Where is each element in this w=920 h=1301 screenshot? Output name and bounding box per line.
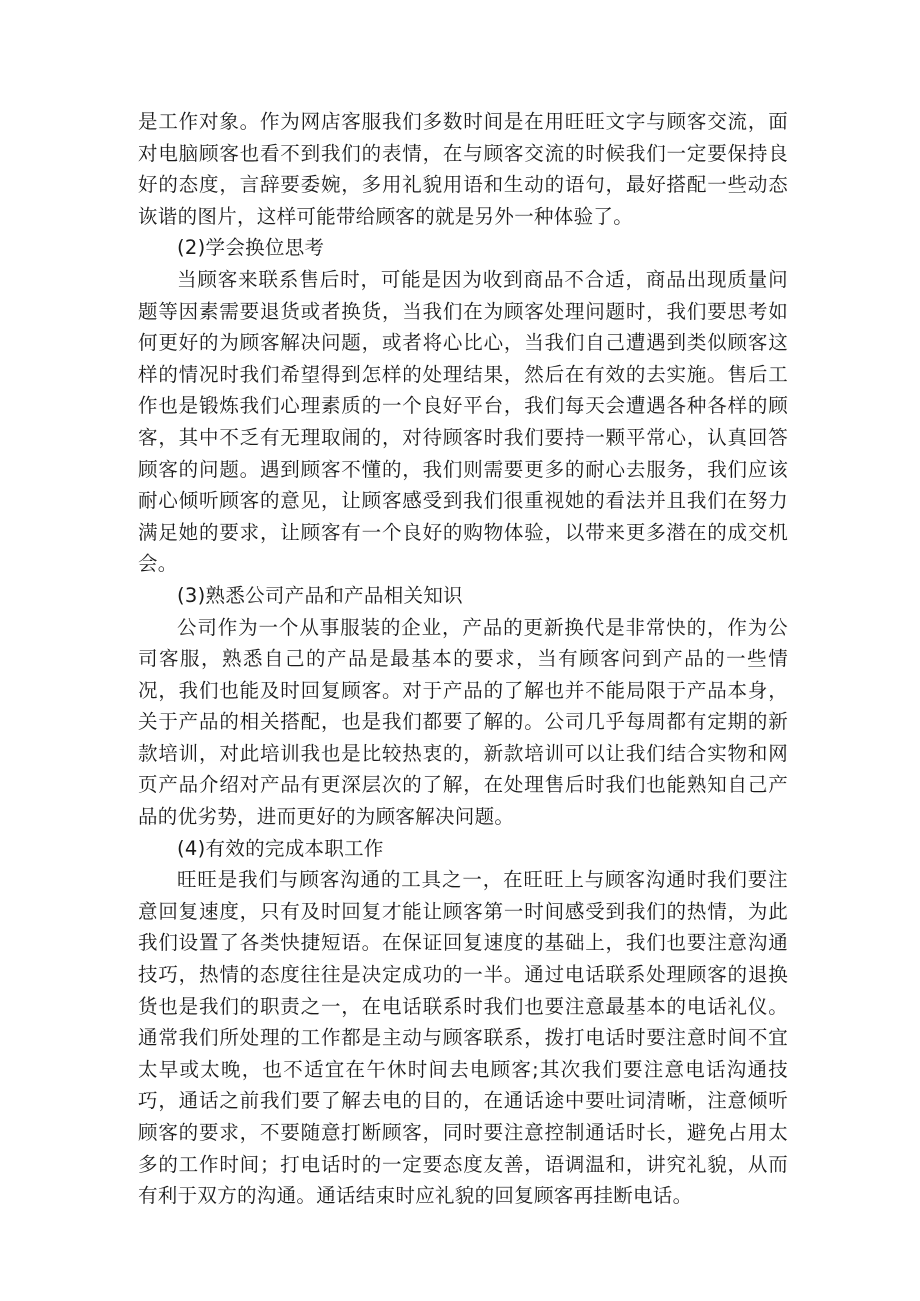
document-body [138, 106, 788, 1212]
section-heading-2: (2)学会换位思考 [177, 236, 325, 260]
section-heading-4: (4)有效的完成本职工作 [177, 836, 384, 860]
paragraph-section-4: 旺旺是我们与顾客沟通的工具之一，在旺旺上与顾客沟通时我们要注意回复速度，只有及时回复才能让顾客第一时间感受到我们的热情，为此我们设置了各类快捷短语。在保证回复速度的基础上，我们也要注意沟通技巧，热情的态度往往是决定成功的一半。通过电话联系处理顾客的退换货也是我们的职责之一，在电话联系时我们也要注意最基本的电话礼仪。通常我们所处理的工作都是主动与顾客联系，拨打电话时要注意时间不宜太早或太晚，也不适宜在午休时间去电顾客;其次我们要注意电话沟通技巧，通话之前我们要了解去电的目的，在通话途中要吐词清晰，注意倾听顾客的要求，不要随意打断顾客，同时要注意控制通话时长，避免占用太多的工作时间；打电话时的一定要态度友善，语调温和，讲究礼貌，从而有利于双方的沟通。通话结束时应礼貌的回复顾客再挂断电话。 [138, 868, 788, 1208]
paragraph-section-2: 当顾客来联系售后时，可能是因为收到商品不合适，商品出现质量问题等因素需要退货或者换货，当我们在为顾客处理问题时，我们要思考如何更好的为顾客解决问题，或者将心比心，当我们自己遭遇到类似顾客这样的情况时我们希望得到怎样的处理结果，然后在有效的去实施。售后工作也是锻炼我们心理素质的一个良好平台，我们每天会遭遇各种各样的顾客，其中不乏有无理取闹的，对待顾客时我们要持一颗平常心，认真回答顾客的问题。遇到顾客不懂的，我们则需要更多的耐心去服务，我们应该耐心倾听顾客的意见，让顾客感受到我们很重视她的看法并且我们在努力满足她的要求，让顾客有一个良好的购物体验，以带来更多潜在的成交机会。 [138, 267, 788, 576]
paragraph-intro-continuation: 是工作对象。作为网店客服我们多数时间是在用旺旺文字与顾客交流，面对电脑顾客也看不到我们的表情，在与顾客交流的时候我们一定要保持良好的态度，言辞要委婉，多用礼貌用语和生动的语句，最好搭配一些动态诙谐的图片，这样可能带给顾客的就是另外一种体验了。 [138, 110, 788, 228]
paragraph-section-3: 公司作为一个从事服装的企业，产品的更新换代是非常快的，作为公司客服，熟悉自己的产品是最基本的要求，当有顾客问到产品的一些情况，我们也能及时回复顾客。对于产品的了解也并不能局限于产品本身，关于产品的相关搭配，也是我们都要了解的。公司几乎每周都有定期的新款培训，对此培训我也是比较热衷的，新款培训可以让我们结合实物和网页产品介绍对产品有更深层次的了解，在处理售后时我们也能熟知自己产品的优劣势，进而更好的为顾客解决问题。 [138, 615, 788, 829]
section-heading-3: (3)熟悉公司产品和产品相关知识 [177, 583, 463, 607]
